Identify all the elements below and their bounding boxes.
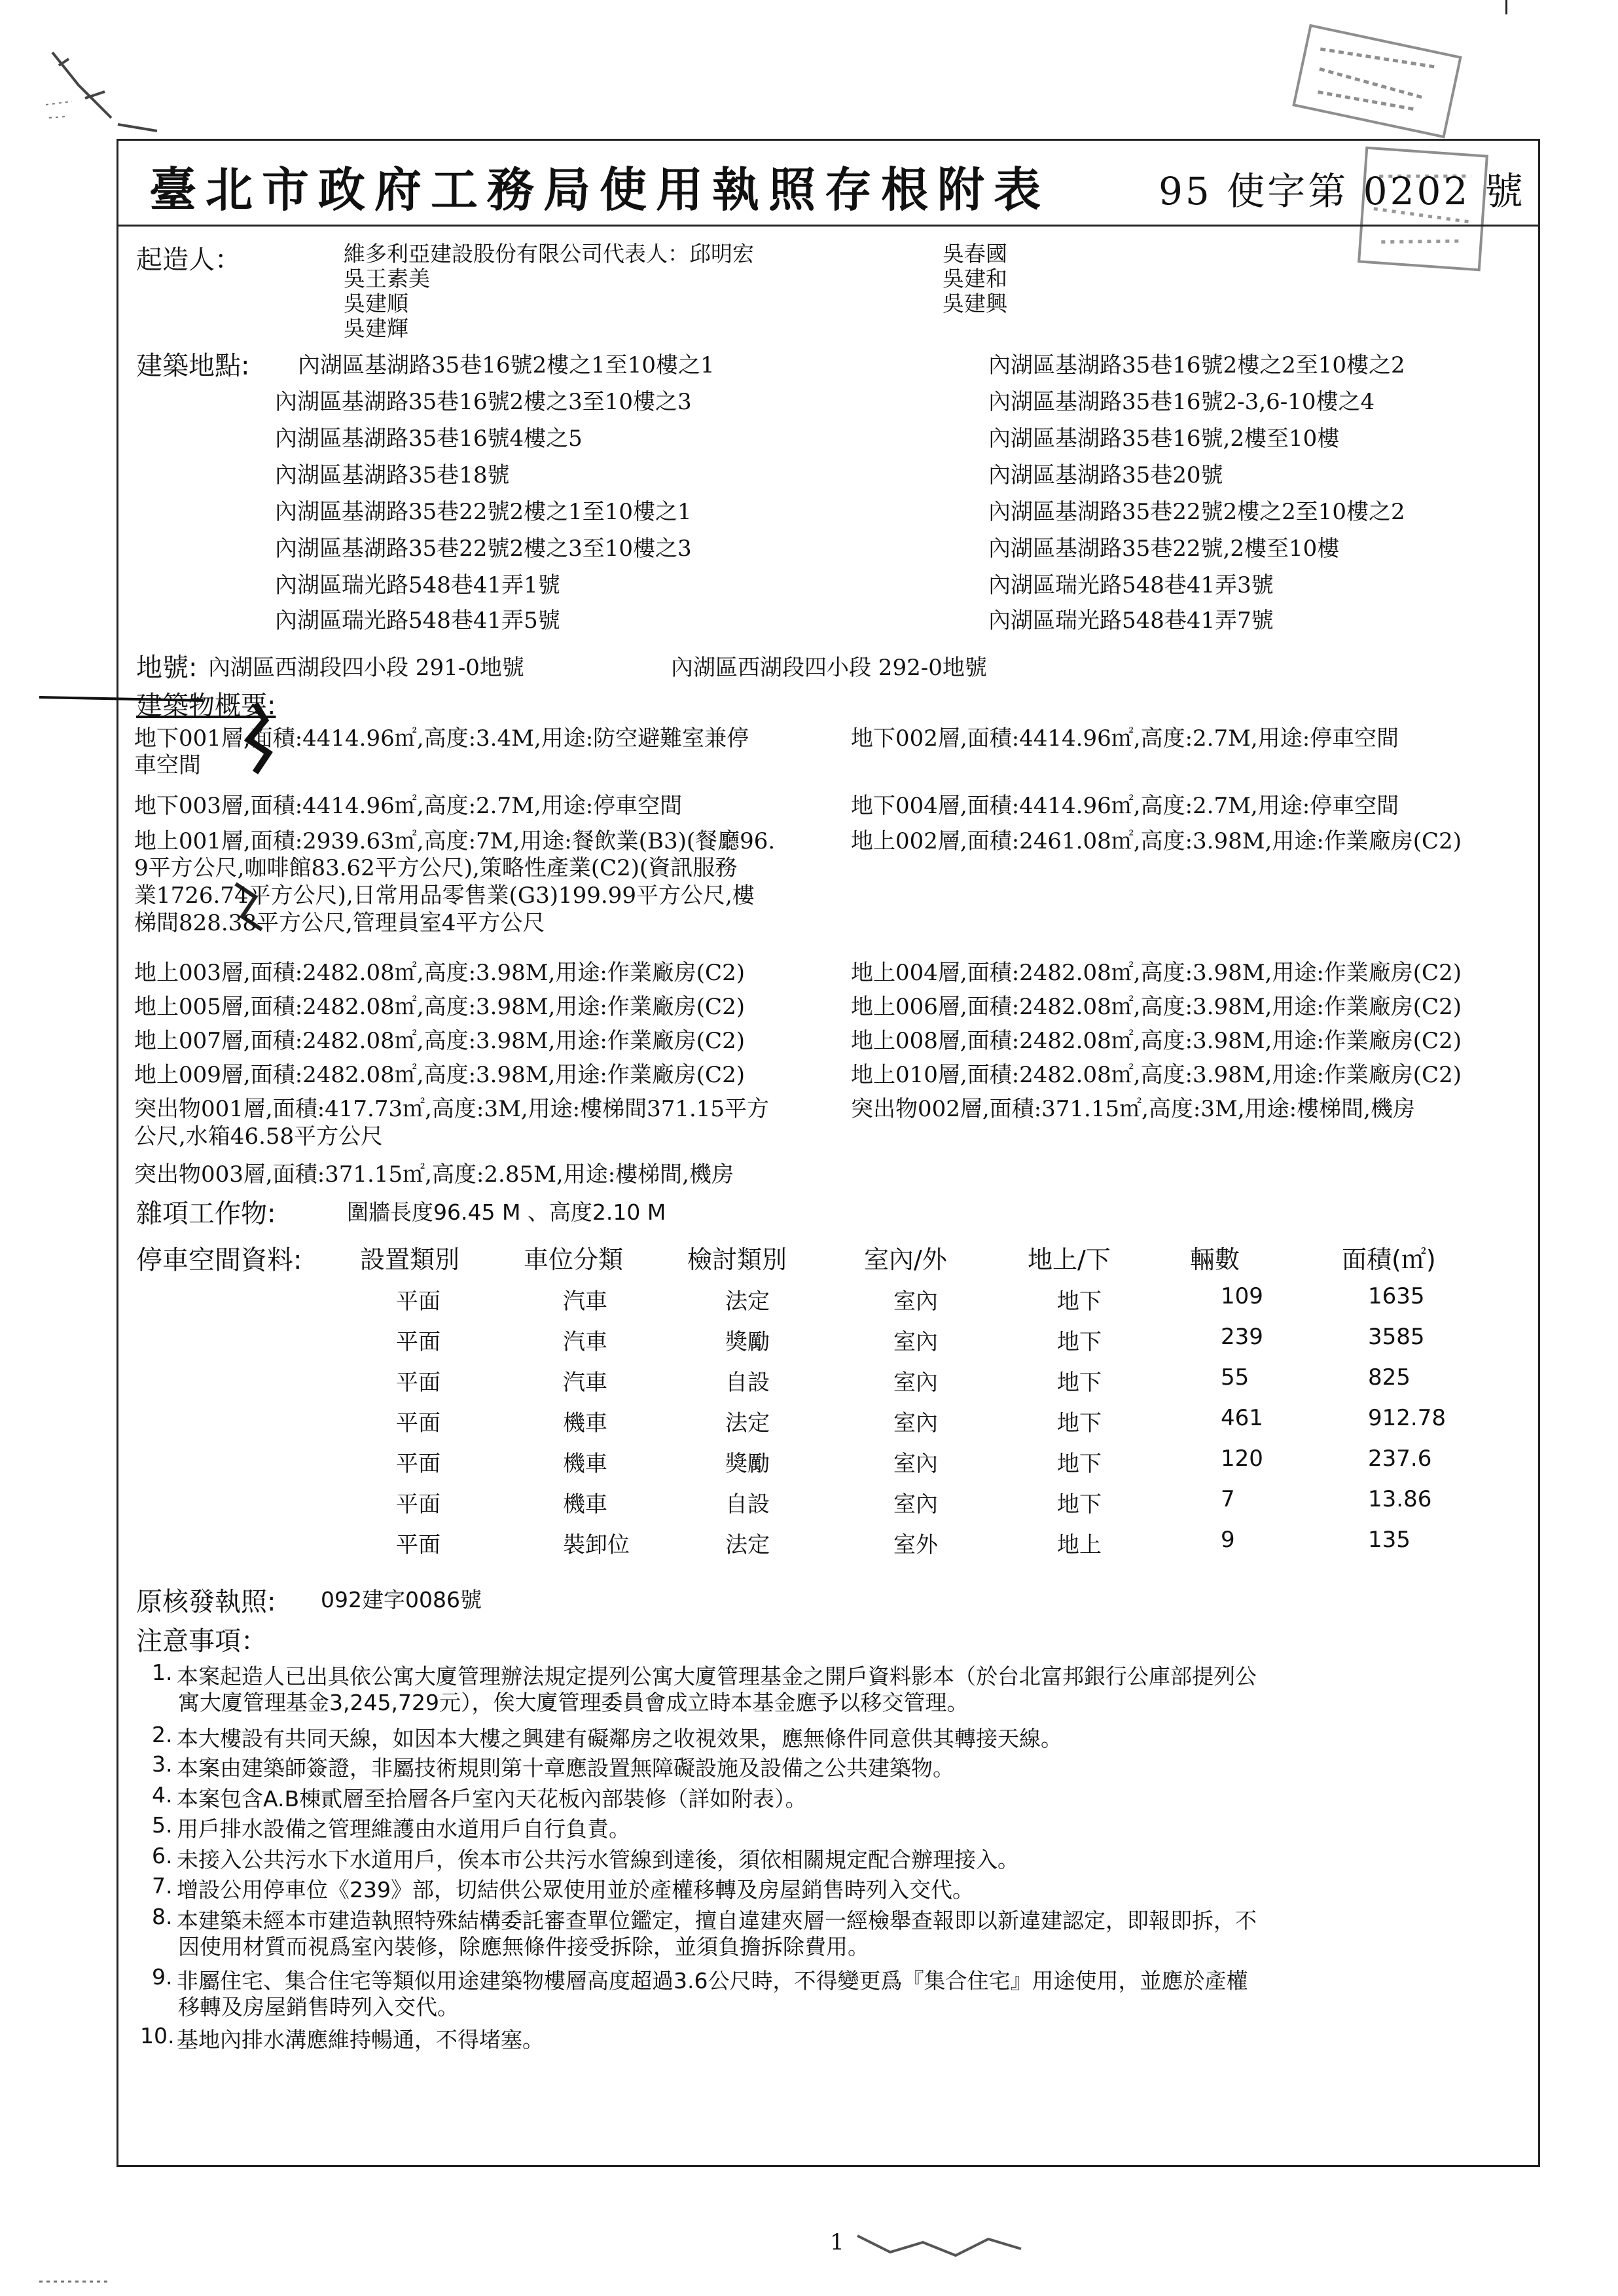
parking-cell: 9 bbox=[1221, 1527, 1235, 1553]
lot-value-1: 內湖區西湖段四小段 291-0地號 bbox=[208, 655, 524, 681]
note-text: 用戶排水設備之管理維護由水道用戶自行負責。 bbox=[177, 1816, 630, 1842]
note-text: 本案起造人已出具依公寓大廈管理辦法規定提列公寓大廈管理基金之開戶資料影本（於台北富邦銀行公庫部提列公 bbox=[177, 1664, 1257, 1689]
parking-header-6: 輛數 bbox=[1190, 1245, 1240, 1274]
overview-row-3-left-4: 梯間828.38平方公尺,管理員室4平方公尺 bbox=[134, 910, 545, 936]
overview-row-3-left-2: 9平方公尺,咖啡館83.62平方公尺),策略性產業(C2)(資訊服務 bbox=[134, 855, 738, 881]
location-left-5: 內湖區基湖路35巷22號2樓之1至10樓之1 bbox=[275, 499, 692, 525]
note-text: 增設公用停車位《239》部，切結供公眾使用並於產權移轉及房屋銷售時列入交代。 bbox=[177, 1877, 974, 1903]
note-number: 5. bbox=[152, 1812, 173, 1838]
lot-label: 地號: bbox=[136, 653, 198, 683]
parking-label: 停車空間資料: bbox=[136, 1245, 302, 1275]
overview-row-8-left-1: 突出物001層,面積:417.73㎡,高度:3M,用途:樓梯間371.15平方 bbox=[134, 1096, 770, 1122]
parking-cell: 室內 bbox=[893, 1491, 938, 1518]
applicant-left-3: 吳建順 bbox=[344, 291, 408, 316]
note-number: 7. bbox=[152, 1873, 173, 1899]
bottom-left-mark bbox=[39, 2275, 118, 2288]
parking-cell: 109 bbox=[1221, 1283, 1263, 1309]
overview-row-9-left: 突出物003層,面積:371.15㎡,高度:2.85M,用途:樓梯間,機房 bbox=[134, 1161, 734, 1188]
parking-header-3: 檢討類別 bbox=[687, 1245, 787, 1274]
note-number: 2. bbox=[152, 1722, 173, 1747]
overview-row-3-left-3: 業1726.74平方公尺),日常用品零售業(G3)199.99平方公尺,樓 bbox=[134, 883, 755, 909]
applicant-left-2: 吳王素美 bbox=[344, 266, 430, 291]
location-left-3: 內湖區基湖路35巷16號4樓之5 bbox=[275, 426, 583, 452]
parking-header-2: 車位分類 bbox=[524, 1245, 624, 1274]
overview-row-7-right: 地上010層,面積:2482.08㎡,高度:3.98M,用途:作業廠房(C2) bbox=[851, 1062, 1462, 1088]
overview-row-5-left: 地上005層,面積:2482.08㎡,高度:3.98M,用途:作業廠房(C2) bbox=[134, 994, 745, 1020]
parking-cell: 平面 bbox=[396, 1288, 440, 1315]
location-left-4: 內湖區基湖路35巷18號 bbox=[275, 462, 510, 488]
parking-cell: 13.86 bbox=[1368, 1486, 1432, 1512]
parking-cell: 平面 bbox=[396, 1329, 440, 1355]
location-left-8: 內湖區瑞光路548巷41弄5號 bbox=[275, 608, 560, 634]
parking-cell: 地下 bbox=[1057, 1451, 1102, 1477]
official-stamp-top-right bbox=[1292, 24, 1462, 139]
original-permit-label: 原核發執照: bbox=[136, 1587, 276, 1617]
location-left-2: 內湖區基湖路35巷16號2樓之3至10樓之3 bbox=[275, 389, 692, 415]
parking-cell: 汽車 bbox=[563, 1370, 607, 1396]
overview-row-4-right: 地上004層,面積:2482.08㎡,高度:3.98M,用途:作業廠房(C2) bbox=[851, 960, 1462, 986]
parking-cell: 室內 bbox=[893, 1329, 938, 1355]
note-text: 寓大廈管理基金3,245,729元），俟大廈管理委員會成立時本基金應予以移交管理。 bbox=[178, 1690, 969, 1715]
overview-row-3-right: 地上002層,面積:2461.08㎡,高度:3.98M,用途:作業廠房(C2) bbox=[851, 828, 1462, 854]
overview-label: 建築物概要: bbox=[136, 691, 276, 721]
parking-cell: 237.6 bbox=[1368, 1446, 1432, 1472]
overview-row-7-left: 地上009層,面積:2482.08㎡,高度:3.98M,用途:作業廠房(C2) bbox=[134, 1062, 745, 1088]
parking-cell: 自設 bbox=[725, 1491, 770, 1518]
parking-cell: 461 bbox=[1221, 1405, 1263, 1431]
corner-scribble-top-left bbox=[39, 39, 170, 137]
location-left-6: 內湖區基湖路35巷22號2樓之3至10樓之3 bbox=[275, 536, 692, 562]
overview-row-1-left-2: 車空間 bbox=[134, 752, 201, 778]
parking-cell: 室外 bbox=[893, 1532, 938, 1558]
note-text: 本案由建築師簽證，非屬技術規則第十章應設置無障礙設施及設備之公共建築物。 bbox=[177, 1755, 954, 1781]
location-right-1: 內湖區基湖路35巷16號2樓之2至10樓之2 bbox=[988, 352, 1405, 378]
location-right-2: 內湖區基湖路35巷16號2-3,6-10樓之4 bbox=[988, 389, 1375, 415]
parking-cell: 地上 bbox=[1057, 1532, 1102, 1558]
overview-row-1-left-1: 地下001層,面積:4414.96㎡,高度:3.4M,用途:防空避難室兼停 bbox=[134, 725, 749, 752]
parking-cell: 機車 bbox=[563, 1491, 607, 1518]
note-text: 基地內排水溝應維持暢通，不得堵塞。 bbox=[177, 2027, 544, 2052]
parking-cell: 135 bbox=[1368, 1527, 1411, 1553]
overview-row-4-left: 地上003層,面積:2482.08㎡,高度:3.98M,用途:作業廠房(C2) bbox=[134, 960, 745, 986]
parking-cell: 機車 bbox=[563, 1410, 607, 1436]
parking-header-7: 面積(㎡) bbox=[1342, 1245, 1436, 1274]
parking-cell: 3585 bbox=[1368, 1324, 1425, 1350]
note-text: 本案包含A.B棟貳層至拾層各戶室內天花板內部裝修（詳如附表）。 bbox=[177, 1786, 807, 1812]
parking-cell: 法定 bbox=[725, 1532, 770, 1558]
applicant-left-1: 維多利亞建設股份有限公司代表人：邱明宏 bbox=[344, 241, 754, 266]
applicant-right-3: 吳建興 bbox=[943, 291, 1007, 316]
parking-header-5: 地上/下 bbox=[1028, 1245, 1111, 1274]
parking-cell: 室內 bbox=[893, 1410, 938, 1436]
location-right-4: 內湖區基湖路35巷20號 bbox=[988, 462, 1223, 488]
parking-cell: 獎勵 bbox=[725, 1329, 770, 1355]
location-label: 建築地點: bbox=[136, 351, 250, 381]
note-text: 本大樓設有共同天線，如因本大樓之興建有礙鄰房之收視效果，應無條件同意供其轉接天線。 bbox=[177, 1726, 1062, 1751]
parking-cell: 平面 bbox=[396, 1451, 440, 1477]
parking-cell: 獎勵 bbox=[725, 1451, 770, 1477]
parking-header-4: 室內/外 bbox=[864, 1245, 947, 1274]
overview-row-5-right: 地上006層,面積:2482.08㎡,高度:3.98M,用途:作業廠房(C2) bbox=[851, 994, 1462, 1020]
note-number: 1. bbox=[152, 1660, 173, 1685]
parking-cell: 機車 bbox=[563, 1451, 607, 1477]
location-right-3: 內湖區基湖路35巷16號,2樓至10樓 bbox=[988, 426, 1340, 452]
applicant-right-2: 吳建和 bbox=[943, 266, 1007, 291]
parking-cell: 55 bbox=[1221, 1364, 1249, 1391]
parking-cell: 室內 bbox=[893, 1370, 938, 1396]
overview-row-8-left-2: 公尺,水箱46.58平方公尺 bbox=[134, 1123, 384, 1150]
parking-cell: 7 bbox=[1221, 1486, 1235, 1512]
location-right-7: 內湖區瑞光路548巷41弄3號 bbox=[988, 572, 1274, 598]
parking-header-1: 設置類別 bbox=[360, 1245, 460, 1274]
parking-cell: 地下 bbox=[1057, 1329, 1102, 1355]
parking-cell: 地下 bbox=[1057, 1491, 1102, 1518]
overview-row-1-right: 地下002層,面積:4414.96㎡,高度:2.7M,用途:停車空間 bbox=[851, 725, 1399, 752]
parking-cell: 120 bbox=[1221, 1446, 1263, 1472]
document-title: 臺北市政府工務局使用執照存根附表 bbox=[149, 162, 1051, 217]
footer-scribble bbox=[851, 2223, 1047, 2269]
note-number: 3. bbox=[152, 1751, 173, 1777]
notes-label: 注意事項： bbox=[136, 1626, 267, 1656]
parking-cell: 法定 bbox=[725, 1410, 770, 1436]
parking-cell: 法定 bbox=[725, 1288, 770, 1315]
note-text: 因使用材質而視爲室內裝修，除應無條件接受拆除，並須負擔拆除費用。 bbox=[178, 1934, 869, 1959]
parking-cell: 室內 bbox=[893, 1451, 938, 1477]
page-number: 1 bbox=[830, 2229, 844, 2255]
note-number: 10. bbox=[140, 2023, 175, 2049]
note-number: 4. bbox=[152, 1782, 173, 1808]
applicant-left-4: 吳建輝 bbox=[344, 316, 408, 341]
note-text: 本建築未經本市建造執照特殊結構委託審查單位鑑定，擅自違建夾層一經檢舉查報即以新違建認定，即報即拆，不 bbox=[177, 1908, 1257, 1933]
parking-cell: 汽車 bbox=[563, 1329, 607, 1355]
overview-row-2-left: 地下003層,面積:4414.96㎡,高度:2.7M,用途:停車空間 bbox=[134, 793, 683, 819]
applicant-label: 起造人： bbox=[136, 245, 241, 275]
location-left-7: 內湖區瑞光路548巷41弄1號 bbox=[275, 572, 560, 598]
overview-row-3-left-1: 地上001層,面積:2939.63㎡,高度:7M,用途:餐飲業(B3)(餐廳96. bbox=[134, 828, 776, 854]
permit-number: 95 使字第 0202 號 bbox=[1159, 169, 1526, 213]
parking-cell: 汽車 bbox=[563, 1288, 607, 1315]
parking-cell: 地下 bbox=[1057, 1288, 1102, 1315]
parking-cell: 平面 bbox=[396, 1410, 440, 1436]
parking-cell: 平面 bbox=[396, 1532, 440, 1558]
location-right-6: 內湖區基湖路35巷22號,2樓至10樓 bbox=[988, 536, 1340, 562]
original-permit-value: 092建字0086號 bbox=[321, 1587, 482, 1613]
note-number: 9. bbox=[152, 1964, 173, 1990]
note-text: 非屬住宅、集合住宅等類似用途建築物樓層高度超過3.6公尺時，不得變更爲『集合住宅』用途使用，並應於產權 bbox=[177, 1968, 1248, 1994]
note-text: 移轉及房屋銷售時列入交代。 bbox=[178, 1994, 459, 2020]
parking-cell: 室內 bbox=[893, 1288, 938, 1315]
applicant-right-1: 吳春國 bbox=[943, 241, 1007, 266]
parking-cell: 地下 bbox=[1057, 1370, 1102, 1396]
parking-cell: 平面 bbox=[396, 1370, 440, 1396]
parking-cell: 自設 bbox=[725, 1370, 770, 1396]
parking-cell: 912.78 bbox=[1368, 1405, 1446, 1431]
parking-cell: 1635 bbox=[1368, 1283, 1425, 1309]
top-right-tick bbox=[1505, 0, 1507, 14]
lot-value-2: 內湖區西湖段四小段 292-0地號 bbox=[671, 655, 987, 681]
note-number: 8. bbox=[152, 1904, 173, 1929]
parking-cell: 239 bbox=[1221, 1324, 1263, 1350]
parking-cell: 平面 bbox=[396, 1491, 440, 1518]
parking-cell: 裝卸位 bbox=[563, 1532, 630, 1558]
overview-row-2-right: 地下004層,面積:4414.96㎡,高度:2.7M,用途:停車空間 bbox=[851, 793, 1399, 819]
overview-row-6-left: 地上007層,面積:2482.08㎡,高度:3.98M,用途:作業廠房(C2) bbox=[134, 1028, 745, 1054]
location-right-5: 內湖區基湖路35巷22號2樓之2至10樓之2 bbox=[988, 499, 1405, 525]
overview-row-6-right: 地上008層,面積:2482.08㎡,高度:3.98M,用途:作業廠房(C2) bbox=[851, 1028, 1462, 1054]
misc-label: 雜項工作物: bbox=[136, 1199, 276, 1229]
location-right-8: 內湖區瑞光路548巷41弄7號 bbox=[988, 608, 1274, 634]
location-left-1: 內湖區基湖路35巷16號2樓之1至10樓之1 bbox=[298, 352, 715, 378]
parking-cell: 地下 bbox=[1057, 1410, 1102, 1436]
misc-value: 圍牆長度96.45 M 、高度2.10 M bbox=[347, 1199, 666, 1225]
parking-cell: 825 bbox=[1368, 1364, 1411, 1391]
note-text: 未接入公共污水下水道用戶，俟本市公共污水管線到達後，須依相關規定配合辦理接入。 bbox=[177, 1847, 1019, 1872]
note-number: 6. bbox=[152, 1843, 173, 1868]
overview-row-8-right: 突出物002層,面積:371.15㎡,高度:3M,用途:樓梯間,機房 bbox=[851, 1096, 1415, 1122]
